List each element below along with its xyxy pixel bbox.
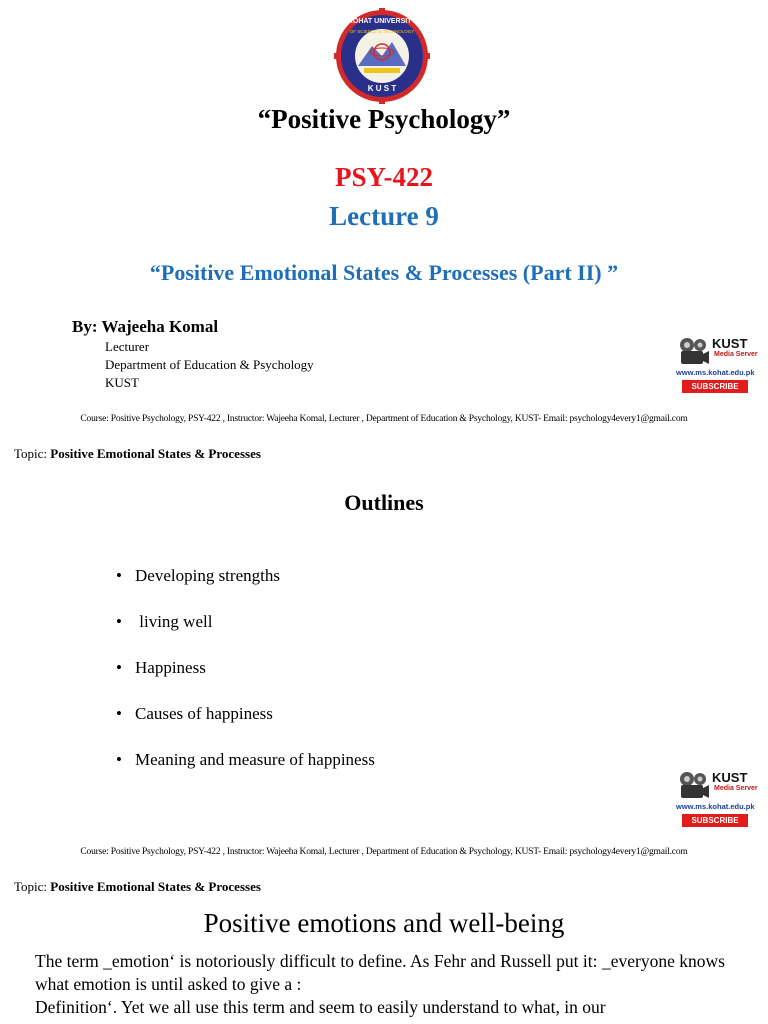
list-item: • living well — [116, 612, 213, 631]
subscribe-button[interactable]: SUBSCRIBE — [682, 380, 748, 393]
topic-label: Topic: — [14, 879, 48, 894]
topic-line — [14, 446, 261, 462]
badge-title: KUST — [712, 336, 748, 351]
slide-footer: Course: Positive Psychology, PSY-422 , Instructor: Wajeeha Komal, Lecturer , Department of Education & Psychology, KUST- Email: psychology4every1@gmail.com — [80, 847, 688, 857]
media-server-badge[interactable] — [674, 334, 768, 398]
lecture-number: Lecture 9 — [329, 201, 439, 231]
bullet-icon: • — [116, 612, 122, 631]
body-paragraph — [35, 950, 725, 1019]
bullet-icon: • — [116, 658, 122, 677]
badge-url[interactable]: www.ms.kohat.edu.pk — [676, 368, 755, 377]
author: By: Wajeeha Komal — [72, 317, 219, 336]
university-logo — [334, 8, 430, 104]
badge-subtitle: Media Server — [714, 351, 758, 358]
paragraph-line: The term _emotion‘ is notoriously difficult to define. As Fehr and Russell put it: _everyone knows what emotion is until asked to give a : — [35, 951, 725, 994]
badge-subtitle: Media Server — [714, 785, 758, 792]
author-department: Department of Education & Psychology — [105, 357, 314, 372]
badge-title: KUST — [712, 770, 748, 785]
author-position: Lecturer — [105, 339, 150, 354]
list-item: • Meaning and measure of happiness — [116, 750, 375, 769]
subscribe-button[interactable]: SUBSCRIBE — [682, 814, 748, 827]
topic-value: Positive Emotional States & Processes — [50, 879, 261, 894]
list-item: • Causes of happiness — [116, 704, 273, 723]
logo-bottom-text: K U S T — [367, 84, 397, 93]
course-code: PSY-422 — [334, 162, 434, 192]
topic-value: Positive Emotional States & Processes — [50, 446, 261, 461]
bullet-icon: • — [116, 566, 122, 585]
logo-inner-text: OF SCIENCE & TECHNOLOGY — [349, 29, 415, 34]
topic-label: Topic: — [14, 446, 48, 461]
media-server-badge[interactable] — [674, 768, 768, 832]
film-camera-icon — [676, 770, 710, 804]
slide-title: “Positive Psychology” — [257, 104, 511, 134]
badge-url[interactable]: www.ms.kohat.edu.pk — [676, 802, 755, 811]
list-item: • Happiness — [116, 658, 206, 677]
topic-line — [14, 879, 261, 895]
lecture-subtitle: “Positive Emotional States & Processes (Part II) ” — [149, 260, 619, 285]
bullet-icon: • — [116, 750, 122, 769]
outline-list — [116, 566, 375, 796]
outlines-heading: Outlines — [344, 490, 424, 515]
paragraph-line: Definition‘. Yet we all use this term and seem to easily understand to what, in our — [35, 997, 606, 1017]
section-heading: Positive emotions and well-being — [203, 908, 565, 938]
bullet-icon: • — [116, 704, 122, 723]
author-institution: KUST — [105, 375, 139, 390]
slide-footer: Course: Positive Psychology, PSY-422 , Instructor: Wajeeha Komal, Lecturer , Department of Education & Psychology, KUST- Email: psychology4every1@gmail.com — [80, 414, 688, 424]
list-item: • Developing strengths — [116, 566, 280, 585]
film-camera-icon — [676, 336, 710, 370]
logo-top-text: KOHAT UNIVERSITY — [347, 18, 417, 25]
